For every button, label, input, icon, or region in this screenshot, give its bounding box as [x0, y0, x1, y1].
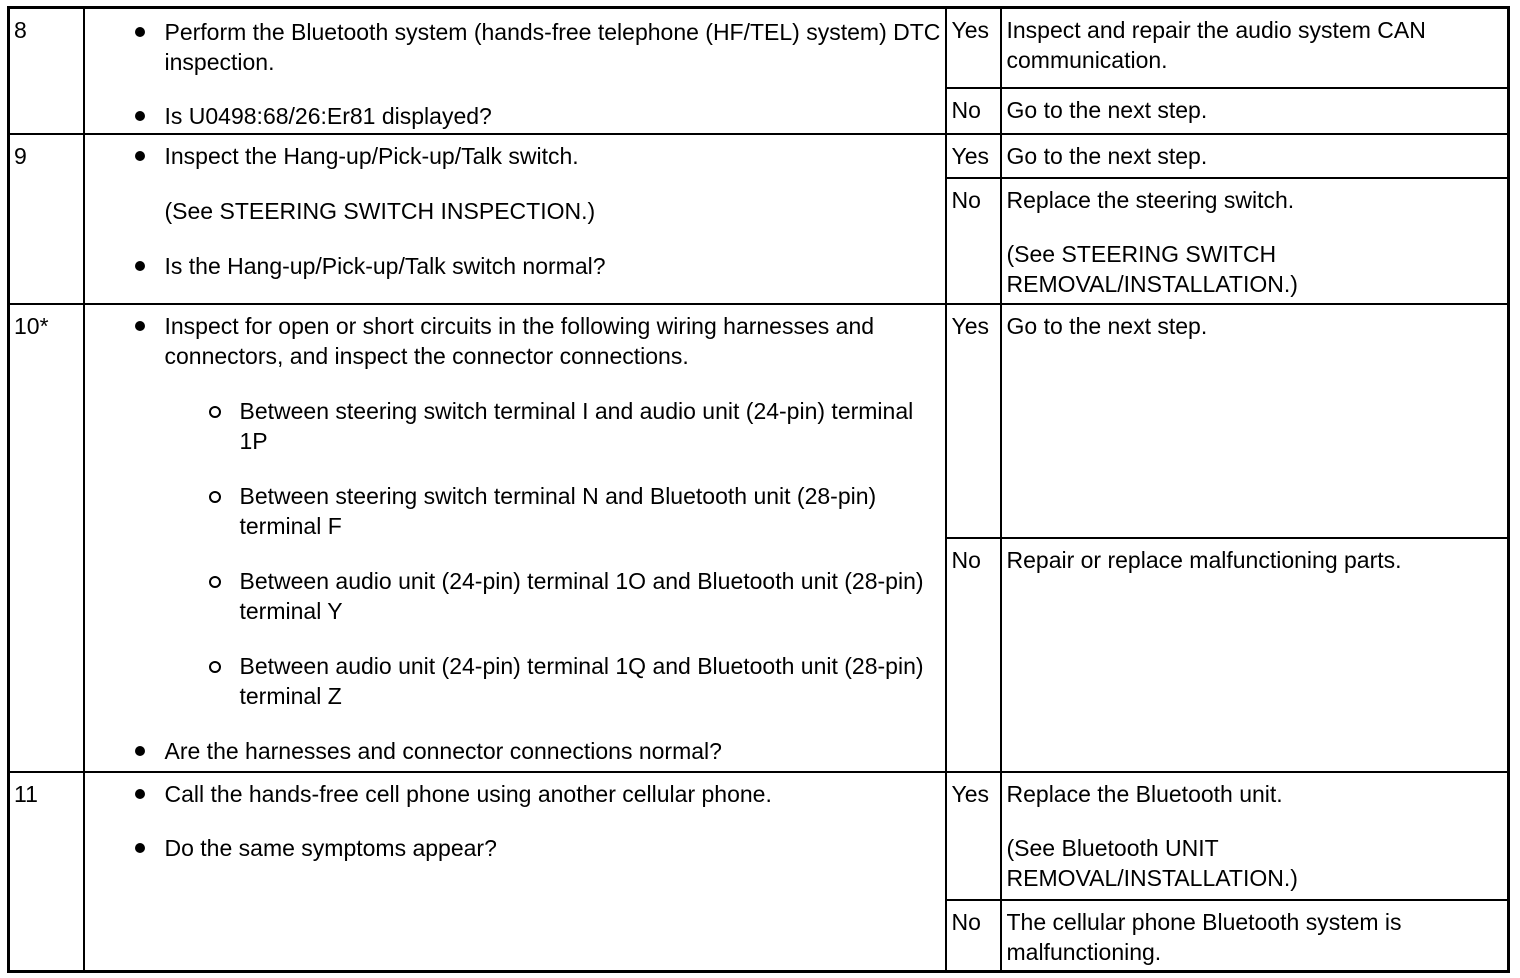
no-result: [1001, 88, 1509, 134]
result-text: The cellular phone Bluetooth system is malfunctioning.: [1006, 908, 1402, 965]
yes-label: Yes: [946, 304, 1001, 538]
no-result: [1001, 900, 1509, 972]
no-label: No: [946, 88, 1001, 134]
yes-label: Yes: [946, 134, 1001, 178]
result-text: Go to the next step.: [1006, 96, 1208, 123]
result-text: Inspect and repair the audio system CAN communication.: [1006, 17, 1426, 73]
sub-bullet: Between audio unit (24-pin) terminal 1Q and Bluetooth unit (28-pin) terminal Z: [85, 651, 945, 711]
sub-bullet: Between steering switch terminal N and Bluetooth unit (28-pin) terminal F: [85, 481, 945, 541]
yes-label: Yes: [946, 8, 1001, 88]
yes-result: [1001, 134, 1509, 178]
yes-result: [1001, 8, 1509, 88]
result-text: Go to the next step.: [1006, 142, 1208, 169]
result-text: (See STEERING SWITCH REMOVAL/INSTALLATION.): [1006, 240, 1298, 297]
no-label: No: [946, 178, 1001, 304]
result-text: (See Bluetooth UNIT REMOVAL/INSTALLATION.): [1006, 834, 1298, 891]
step-action: [84, 772, 946, 972]
diagnostic-procedure-table: [7, 6, 1510, 973]
no-result: [1001, 538, 1509, 772]
table-row: [9, 8, 1509, 88]
step-number: 9: [9, 134, 84, 304]
no-label: No: [946, 900, 1001, 972]
yes-result: [1001, 304, 1509, 538]
step-number: 11: [9, 772, 84, 972]
action-bullet: Is the Hang-up/Pick-up/Talk switch normal?: [85, 251, 945, 281]
action-bullet: Are the harnesses and connector connections normal?: [85, 736, 945, 766]
result-text: Repair or replace malfunctioning parts.: [1006, 546, 1402, 573]
step-action: [84, 304, 946, 772]
sub-bullet: Between audio unit (24-pin) terminal 1O and Bluetooth unit (28-pin) terminal Y: [85, 566, 945, 626]
action-bullet: Call the hands-free cell phone using another cellular phone.: [85, 779, 945, 809]
result-text: Replace the Bluetooth unit.: [1006, 780, 1283, 807]
reference-text: (See STEERING SWITCH INSPECTION.): [164, 197, 596, 224]
action-bullet: Is U0498:68/26:Er81 displayed?: [85, 101, 945, 131]
table-row: [9, 134, 1509, 178]
step-number: 8: [9, 8, 84, 134]
result-text: Go to the next step.: [1006, 312, 1208, 339]
yes-label: Yes: [946, 772, 1001, 900]
table-row: [9, 772, 1509, 900]
step-action: [84, 134, 946, 304]
action-bullet: Inspect the Hang-up/Pick-up/Talk switch.: [85, 141, 945, 171]
action-bullet: Inspect for open or short circuits in the following wiring harnesses and connectors, and inspect the connector connections.: [85, 311, 945, 371]
no-result: [1001, 178, 1509, 304]
yes-result: [1001, 772, 1509, 900]
no-label: No: [946, 538, 1001, 772]
sub-bullet: Between steering switch terminal I and audio unit (24-pin) terminal 1P: [85, 396, 945, 456]
action-bullet: Do the same symptoms appear?: [85, 833, 945, 863]
step-number: 10*: [9, 304, 84, 772]
result-text: Replace the steering switch.: [1006, 186, 1295, 213]
step-action: [84, 8, 946, 134]
action-bullet: Perform the Bluetooth system (hands-free telephone (HF/TEL) system) DTC inspection.: [85, 17, 945, 77]
table-row: [9, 304, 1509, 538]
